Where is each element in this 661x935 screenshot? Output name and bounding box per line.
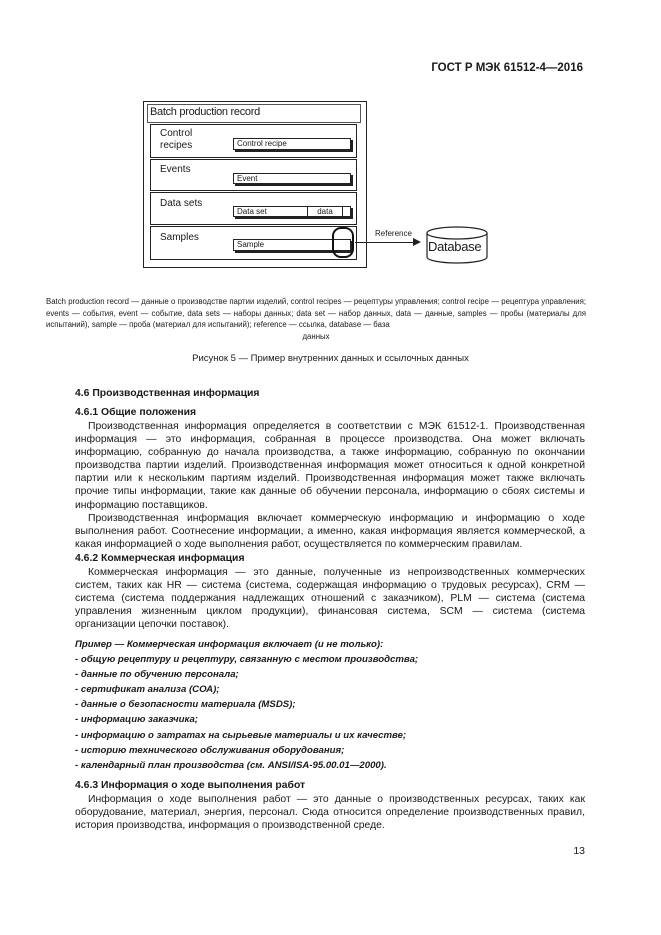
reference-label: Reference bbox=[375, 229, 412, 238]
list-item: - информацию о затратах на сырьевые материалы и их качестве; bbox=[75, 729, 407, 741]
record-box: Event bbox=[233, 173, 351, 184]
subsection-heading: 4.6.2 Коммерческая информация bbox=[75, 553, 245, 564]
legend-text: Batch production record — данные о производстве партии изделий, control recipes — рецептуры управления; control recipe — рецептура управления; events — события, event — событие, data sets — наборы данных; data set — набор данных, data — данные, samples — пробы (материалы для испытаний), sample — проба (материал для испытаний); reference — ссылка, database — база bbox=[46, 297, 586, 329]
paragraph: Информация о ходе выполнения работ — это данные о производственных ресурсах, таких как оборудование, материал, энергия, персонал. Сюда относится определение производственных правил, история производства, информация о производственной среде. bbox=[75, 794, 585, 832]
record-box: Control recipe bbox=[233, 138, 351, 150]
row-events bbox=[150, 159, 357, 191]
figure-legend bbox=[46, 296, 586, 342]
data-box: data bbox=[307, 206, 343, 217]
paragraph: Коммерческая информация — это данные, полученные из непроизводственных коммерческих систем, таких как HR — система (система, содержащая информацию о трудовых ресурсах), CRM — система (система поддержания надлежащих отношений с заказчиком), PLM — система (система управления жизненным циклом продукции), финансовая система, SCM — система (система организации цепочки поставок). bbox=[75, 567, 585, 631]
list-item: - сертификат анализа (СОА); bbox=[75, 684, 220, 696]
section-heading: 4.6 Производственная информация bbox=[75, 388, 260, 399]
database-label: Database bbox=[428, 239, 482, 254]
section-463-body bbox=[75, 793, 585, 832]
row-label: Events bbox=[160, 164, 191, 175]
list-item: - календарный план производства (см. ANSI/ISA-95.00.01—2000). bbox=[75, 759, 387, 771]
figure-caption: Рисунок 5 — Пример внутренних данных и ссылочных данных bbox=[192, 353, 469, 364]
page-number: 13 bbox=[573, 845, 585, 857]
example-block bbox=[75, 637, 585, 773]
section-462-body bbox=[75, 566, 585, 631]
figure-5-diagram bbox=[0, 0, 661, 300]
subsection-heading: 4.6.1 Общие положения bbox=[75, 407, 197, 418]
list-item: - данные по обучению персонала; bbox=[75, 669, 239, 681]
record-box: Sample bbox=[233, 239, 351, 251]
arrow-right-icon bbox=[413, 238, 421, 246]
list-item: - общую рецептуру и рецептуру, связанную с местом производства; bbox=[75, 654, 419, 666]
row-label: Control recipes bbox=[160, 128, 193, 151]
record-box: Data set bbox=[233, 206, 351, 217]
paragraph: Производственная информация определяется в соответствии с МЭК 61512-1. Производственная информация — это информация, собранная в процессе производства. Она может включать информацию, собранную до начала производства, а также информацию, собранную по окончании производства партии изделий. Производственная информация может относиться к одной конкретной партии или к нескольким партиям изделий. Производственная информация может также включать прочие типы информации, такие как данные об обучении персонала, информацию о сбоях системы и информацию поставщиков. bbox=[75, 421, 585, 511]
paragraph: Производственная информация включает коммерческую информацию и информацию о ходе выполнения работ. Соотнесение информации, а именно, какая информация является коммерческой, а какая информацией о ходе выполнения работ, осуществляется по коммерческим правилам. bbox=[75, 512, 585, 550]
subsection-heading: 4.6.3 Информация о ходе выполнения работ bbox=[75, 780, 306, 791]
reference-line bbox=[355, 242, 415, 243]
row-label: Samples bbox=[160, 232, 199, 243]
reference-connector bbox=[332, 227, 354, 258]
row-label: Data sets bbox=[160, 198, 203, 209]
list-item: - данные о безопасности материала (MSDS); bbox=[75, 699, 296, 711]
batch-record-title: Batch production record bbox=[147, 104, 361, 123]
section-461-body bbox=[75, 420, 585, 551]
row-control-recipes bbox=[150, 124, 357, 158]
document-header: ГОСТ Р МЭК 61512-4—2016 bbox=[431, 62, 583, 74]
list-item: - информацию заказчика; bbox=[75, 714, 198, 726]
row-data-sets bbox=[150, 192, 357, 225]
example-title: Пример — Коммерческая информация включает (и не только): bbox=[75, 639, 384, 650]
list-item: - историю технического обслуживания оборудования; bbox=[75, 744, 345, 756]
row-samples bbox=[150, 226, 357, 260]
legend-text-end: данных bbox=[302, 331, 330, 341]
